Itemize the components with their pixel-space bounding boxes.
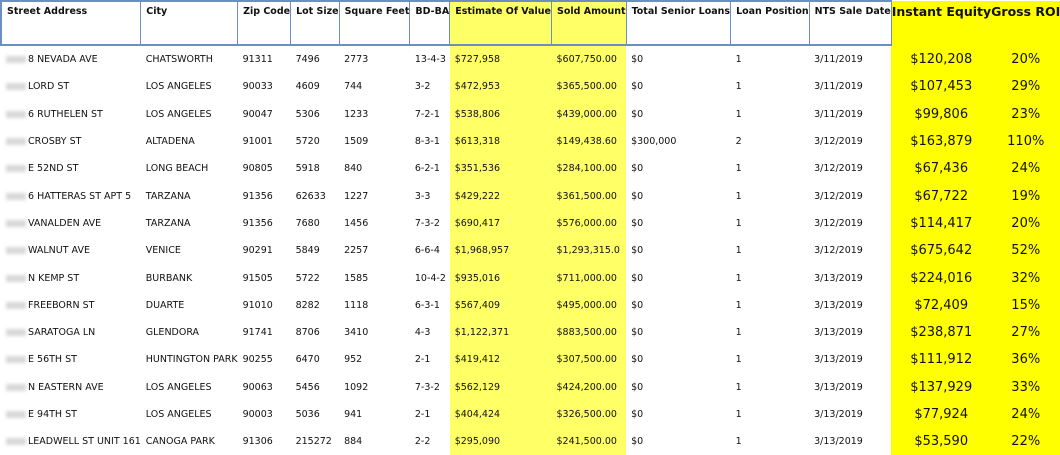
cell-sold-amount: $495,000.00: [551, 292, 626, 319]
cell-bd-ba: 7-3-2: [414, 217, 440, 229]
cell-lot-size: 5722: [295, 272, 320, 284]
cell-city: CANOGA PARK: [145, 436, 215, 448]
cell-loan-position: 1: [735, 81, 742, 93]
cell-sold-amount: $439,000.00: [551, 101, 626, 128]
cell-loan-position: 1: [735, 190, 742, 202]
street-text: LORD ST: [28, 81, 70, 93]
cell-zip: 90047: [242, 108, 273, 120]
cell-senior-loans: $0: [631, 81, 644, 93]
cell-bd-ba: 6-3-1: [414, 299, 440, 311]
cell-square-feet: 952: [344, 354, 363, 366]
cell-lot-size: 8706: [295, 327, 320, 339]
header-sqft: Square Feet: [339, 1, 410, 45]
cell-zip: 90805: [242, 163, 273, 175]
cell-sale-date: 3/12/2019: [814, 136, 863, 148]
cell-estimate: $1,122,371: [450, 319, 552, 346]
table-row: [1, 210, 1060, 237]
cell-square-feet: 1227: [344, 190, 369, 202]
cell-sold-amount: $326,500.00: [551, 401, 626, 428]
cell-sale-date: 3/13/2019: [814, 409, 863, 420]
redacted-house-number: [6, 275, 26, 282]
cell-city: BURBANK: [145, 272, 193, 284]
cell-city: GLENDORA: [145, 327, 200, 339]
cell-sale-date: 3/13/2019: [814, 299, 863, 311]
header-street: Street Address: [1, 1, 141, 45]
cell-loan-position: 1: [735, 108, 742, 120]
table-body: [1, 45, 1060, 455]
header-lot: Lot Size: [291, 1, 340, 45]
cell-city: TARZANA: [145, 190, 191, 202]
cell-square-feet: 2257: [344, 245, 369, 257]
cell-sold-amount: $1,293,315.0: [551, 237, 626, 264]
cell-street: [1, 264, 141, 291]
cell-zip: 91356: [242, 217, 273, 229]
cell-sold-amount: $883,500.00: [551, 319, 626, 346]
header-senior: Total Senior Loans: [626, 1, 731, 45]
cell-estimate: $295,090: [450, 428, 552, 455]
header-sale-date: NTS Sale Date: [809, 1, 891, 45]
cell-bd-ba: 2-2: [414, 436, 431, 448]
cell-lot-size: 5306: [295, 108, 320, 120]
cell-sale-date: 3/11/2019: [814, 108, 863, 120]
table-row: [1, 237, 1060, 264]
cell-estimate: $404,424: [450, 401, 552, 428]
cell-sale-date: 3/12/2019: [814, 190, 863, 202]
cell-bd-ba: 3-2: [414, 81, 431, 93]
cell-square-feet: 884: [344, 436, 363, 448]
cell-square-feet: 1585: [344, 272, 369, 284]
cell-senior-loans: $0: [631, 108, 644, 120]
cell-lot-size: 5918: [295, 163, 320, 175]
cell-street: [1, 128, 141, 155]
cell-loan-position: 1: [735, 436, 742, 448]
cell-lot-size: 7496: [295, 54, 320, 66]
street-text: E 52ND ST: [28, 163, 79, 175]
street-text: VANALDEN AVE: [28, 217, 102, 229]
cell-bd-ba: 7-2-1: [414, 108, 440, 120]
cell-bd-ba: 13-4-3: [414, 54, 446, 66]
cell-sold-amount: $576,000.00: [551, 210, 626, 237]
cell-instant-equity: $107,453: [891, 73, 991, 100]
redacted-house-number: [6, 56, 26, 63]
cell-instant-equity: $67,722: [891, 182, 991, 209]
redacted-house-number: [6, 193, 26, 200]
cell-gross-roi: 24%: [991, 155, 1060, 182]
cell-lot-size: 5720: [295, 136, 320, 148]
cell-sold-amount: $424,200.00: [551, 374, 626, 401]
cell-street: [1, 73, 141, 100]
cell-street: [1, 155, 141, 182]
cell-sale-date: 3/12/2019: [814, 163, 863, 175]
cell-senior-loans: $0: [631, 436, 644, 448]
cell-zip: 91356: [242, 190, 273, 202]
cell-zip: 91306: [242, 436, 273, 448]
cell-loan-position: 1: [735, 217, 742, 229]
cell-sold-amount: $711,000.00: [551, 264, 626, 291]
table-row: [1, 101, 1060, 128]
cell-senior-loans: $0: [631, 217, 644, 229]
cell-square-feet: 1509: [344, 136, 369, 148]
cell-lot-size: 5456: [295, 381, 320, 393]
cell-city: LOS ANGELES: [145, 108, 212, 120]
redacted-house-number: [6, 384, 26, 391]
redacted-house-number: [6, 111, 26, 118]
street-text: 6 HATTERAS ST APT 5: [28, 190, 132, 202]
cell-instant-equity: $163,879: [891, 128, 991, 155]
cell-bd-ba: 2-1: [414, 409, 431, 420]
cell-estimate: $690,417: [450, 210, 552, 237]
cell-senior-loans: $0: [631, 327, 644, 339]
cell-street: [1, 319, 141, 346]
cell-city: LOS ANGELES: [145, 81, 212, 93]
cell-street: [1, 182, 141, 209]
cell-gross-roi: 27%: [991, 319, 1060, 346]
cell-sold-amount: $149,438.60: [551, 128, 626, 155]
cell-instant-equity: $137,929: [891, 374, 991, 401]
cell-instant-equity: $111,912: [891, 346, 991, 373]
cell-street: [1, 374, 141, 401]
cell-gross-roi: 19%: [991, 182, 1060, 209]
cell-gross-roi: 20%: [991, 210, 1060, 237]
cell-sold-amount: $284,100.00: [551, 155, 626, 182]
cell-loan-position: 2: [735, 136, 742, 148]
cell-city: VENICE: [145, 245, 181, 257]
table-row: [1, 128, 1060, 155]
cell-square-feet: 941: [344, 409, 363, 420]
cell-gross-roi: 22%: [991, 428, 1060, 455]
header-roi: Gross ROI: [991, 1, 1060, 45]
cell-instant-equity: $224,016: [891, 264, 991, 291]
cell-zip: 90003: [242, 409, 273, 420]
header-bdba: BD-BA: [410, 1, 450, 45]
cell-city: HUNTINGTON PARK: [145, 354, 238, 366]
cell-city: DUARTE: [145, 299, 185, 311]
cell-zip: 91505: [242, 272, 273, 284]
street-text: N KEMP ST: [28, 272, 80, 284]
cell-senior-loans: $0: [631, 354, 644, 366]
cell-zip: 91010: [242, 299, 273, 311]
table-row: [1, 155, 1060, 182]
cell-street: [1, 346, 141, 373]
cell-gross-roi: 110%: [991, 128, 1060, 155]
header-row: [1, 1, 1060, 45]
cell-instant-equity: $99,806: [891, 101, 991, 128]
cell-gross-roi: 23%: [991, 101, 1060, 128]
cell-street: [1, 401, 141, 428]
cell-bd-ba: 8-3-1: [414, 136, 440, 148]
street-text: 8 NEVADA AVE: [28, 54, 98, 66]
cell-estimate: $562,129: [450, 374, 552, 401]
street-text: FREEBORN ST: [28, 299, 95, 311]
cell-loan-position: 1: [735, 354, 742, 366]
cell-sold-amount: $607,750.00: [551, 45, 626, 73]
table-row: [1, 374, 1060, 401]
street-text: LEADWELL ST UNIT 161: [28, 436, 141, 448]
header-equity: Instant Equity: [891, 1, 991, 45]
table-row: [1, 264, 1060, 291]
cell-city: ALTADENA: [145, 136, 195, 148]
street-text: N EASTERN AVE: [28, 381, 104, 393]
redacted-house-number: [6, 302, 26, 309]
cell-lot-size: 4609: [295, 81, 320, 93]
cell-square-feet: 1118: [344, 299, 369, 311]
cell-square-feet: 1233: [344, 108, 369, 120]
cell-senior-loans: $0: [631, 163, 644, 175]
cell-zip: 90033: [242, 81, 273, 93]
table-row: [1, 45, 1060, 73]
cell-bd-ba: 7-3-2: [414, 381, 440, 393]
cell-zip: 91311: [242, 54, 273, 66]
cell-sale-date: 3/13/2019: [814, 272, 863, 284]
street-text: E 56TH ST: [28, 354, 77, 366]
cell-sale-date: 3/13/2019: [814, 327, 863, 339]
table-row: [1, 292, 1060, 319]
street-text: CROSBY ST: [28, 136, 82, 148]
street-text: SARATOGA LN: [28, 327, 96, 339]
cell-square-feet: 3410: [344, 327, 369, 339]
header-zip: Zip Code: [238, 1, 291, 45]
cell-instant-equity: $67,436: [891, 155, 991, 182]
redacted-house-number: [6, 165, 26, 172]
cell-estimate: $419,412: [450, 346, 552, 373]
cell-estimate: $429,222: [450, 182, 552, 209]
cell-lot-size: 215272: [295, 436, 332, 448]
cell-gross-roi: 24%: [991, 401, 1060, 428]
cell-street: [1, 210, 141, 237]
cell-gross-roi: 29%: [991, 73, 1060, 100]
redacted-house-number: [6, 329, 26, 336]
cell-city: LONG BEACH: [145, 163, 209, 175]
street-text: 6 RUTHELEN ST: [28, 108, 103, 120]
cell-loan-position: 1: [735, 163, 742, 175]
redacted-house-number: [6, 220, 26, 227]
table-row: [1, 182, 1060, 209]
redacted-house-number: [6, 138, 26, 145]
cell-street: [1, 292, 141, 319]
cell-street: [1, 428, 141, 455]
redacted-house-number: [6, 83, 26, 90]
cell-gross-roi: 33%: [991, 374, 1060, 401]
table-row: [1, 73, 1060, 100]
cell-sale-date: 3/12/2019: [814, 217, 863, 229]
table-row: [1, 401, 1060, 428]
cell-sale-date: 3/11/2019: [814, 81, 863, 93]
cell-loan-position: 1: [735, 327, 742, 339]
cell-instant-equity: $72,409: [891, 292, 991, 319]
cell-bd-ba: 4-3: [414, 327, 431, 339]
cell-bd-ba: 3-3: [414, 190, 431, 202]
cell-senior-loans: $300,000: [631, 136, 677, 148]
cell-senior-loans: $0: [631, 54, 644, 66]
cell-sale-date: 3/11/2019: [814, 54, 863, 66]
header-sold: Sold Amount: [551, 1, 626, 45]
street-text: E 94TH ST: [28, 409, 77, 420]
table-row: [1, 319, 1060, 346]
cell-instant-equity: $77,924: [891, 401, 991, 428]
redacted-house-number: [6, 411, 26, 418]
cell-lot-size: 6470: [295, 354, 320, 366]
cell-lot-size: 5036: [295, 409, 320, 420]
cell-loan-position: 1: [735, 299, 742, 311]
cell-sold-amount: $361,500.00: [551, 182, 626, 209]
cell-city: LOS ANGELES: [145, 409, 212, 420]
cell-square-feet: 840: [344, 163, 363, 175]
cell-lot-size: 62633: [295, 190, 326, 202]
redacted-house-number: [6, 247, 26, 254]
cell-sold-amount: $365,500.00: [551, 73, 626, 100]
cell-senior-loans: $0: [631, 299, 644, 311]
cell-zip: 90063: [242, 381, 273, 393]
cell-instant-equity: $675,642: [891, 237, 991, 264]
header-city: City: [141, 1, 238, 45]
cell-sale-date: 3/12/2019: [814, 245, 863, 257]
cell-zip: 90255: [242, 354, 273, 366]
cell-zip: 90291: [242, 245, 273, 257]
cell-lot-size: 8282: [295, 299, 320, 311]
header-estimate: Estimate Of Value: [450, 1, 552, 45]
cell-estimate: $567,409: [450, 292, 552, 319]
cell-instant-equity: $120,208: [891, 45, 991, 73]
cell-square-feet: 744: [344, 81, 363, 93]
cell-estimate: $472,953: [450, 73, 552, 100]
cell-city: CHATSWORTH: [145, 54, 213, 66]
cell-square-feet: 1092: [344, 381, 369, 393]
cell-senior-loans: $0: [631, 190, 644, 202]
cell-bd-ba: 10-4-2: [414, 272, 446, 284]
cell-gross-roi: 36%: [991, 346, 1060, 373]
cell-estimate: $727,958: [450, 45, 552, 73]
cell-senior-loans: $0: [631, 272, 644, 284]
cell-bd-ba: 6-2-1: [414, 163, 440, 175]
cell-lot-size: 5849: [295, 245, 320, 257]
cell-bd-ba: 6-6-4: [414, 245, 440, 257]
cell-loan-position: 1: [735, 409, 742, 420]
cell-street: [1, 45, 141, 73]
redacted-house-number: [6, 438, 26, 445]
cell-instant-equity: $114,417: [891, 210, 991, 237]
cell-zip: 91001: [242, 136, 273, 148]
cell-loan-position: 1: [735, 54, 742, 66]
cell-sale-date: 3/13/2019: [814, 381, 863, 393]
redacted-house-number: [6, 356, 26, 363]
cell-sold-amount: $241,500.00: [551, 428, 626, 455]
cell-estimate: $1,968,957: [450, 237, 552, 264]
cell-instant-equity: $53,590: [891, 428, 991, 455]
cell-estimate: $613,318: [450, 128, 552, 155]
cell-estimate: $935,016: [450, 264, 552, 291]
cell-square-feet: 1456: [344, 217, 369, 229]
cell-gross-roi: 52%: [991, 237, 1060, 264]
cell-street: [1, 237, 141, 264]
cell-city: TARZANA: [145, 217, 191, 229]
cell-sale-date: 3/13/2019: [814, 436, 863, 448]
cell-lot-size: 7680: [295, 217, 320, 229]
cell-zip: 91741: [242, 327, 273, 339]
cell-bd-ba: 2-1: [414, 354, 431, 366]
cell-sale-date: 3/13/2019: [814, 354, 863, 366]
cell-gross-roi: 15%: [991, 292, 1060, 319]
cell-loan-position: 1: [735, 245, 742, 257]
cell-street: [1, 101, 141, 128]
header-position: Loan Position: [731, 1, 810, 45]
cell-gross-roi: 32%: [991, 264, 1060, 291]
cell-loan-position: 1: [735, 272, 742, 284]
cell-senior-loans: $0: [631, 381, 644, 393]
cell-estimate: $351,536: [450, 155, 552, 182]
cell-sold-amount: $307,500.00: [551, 346, 626, 373]
cell-square-feet: 2773: [344, 54, 369, 66]
street-text: WALNUT AVE: [28, 245, 90, 257]
cell-loan-position: 1: [735, 381, 742, 393]
table-row: [1, 346, 1060, 373]
cell-gross-roi: 20%: [991, 45, 1060, 73]
table-row: [1, 428, 1060, 455]
cell-city: LOS ANGELES: [145, 381, 212, 393]
cell-senior-loans: $0: [631, 245, 644, 257]
cell-estimate: $538,806: [450, 101, 552, 128]
cell-senior-loans: $0: [631, 409, 644, 420]
cell-instant-equity: $238,871: [891, 319, 991, 346]
